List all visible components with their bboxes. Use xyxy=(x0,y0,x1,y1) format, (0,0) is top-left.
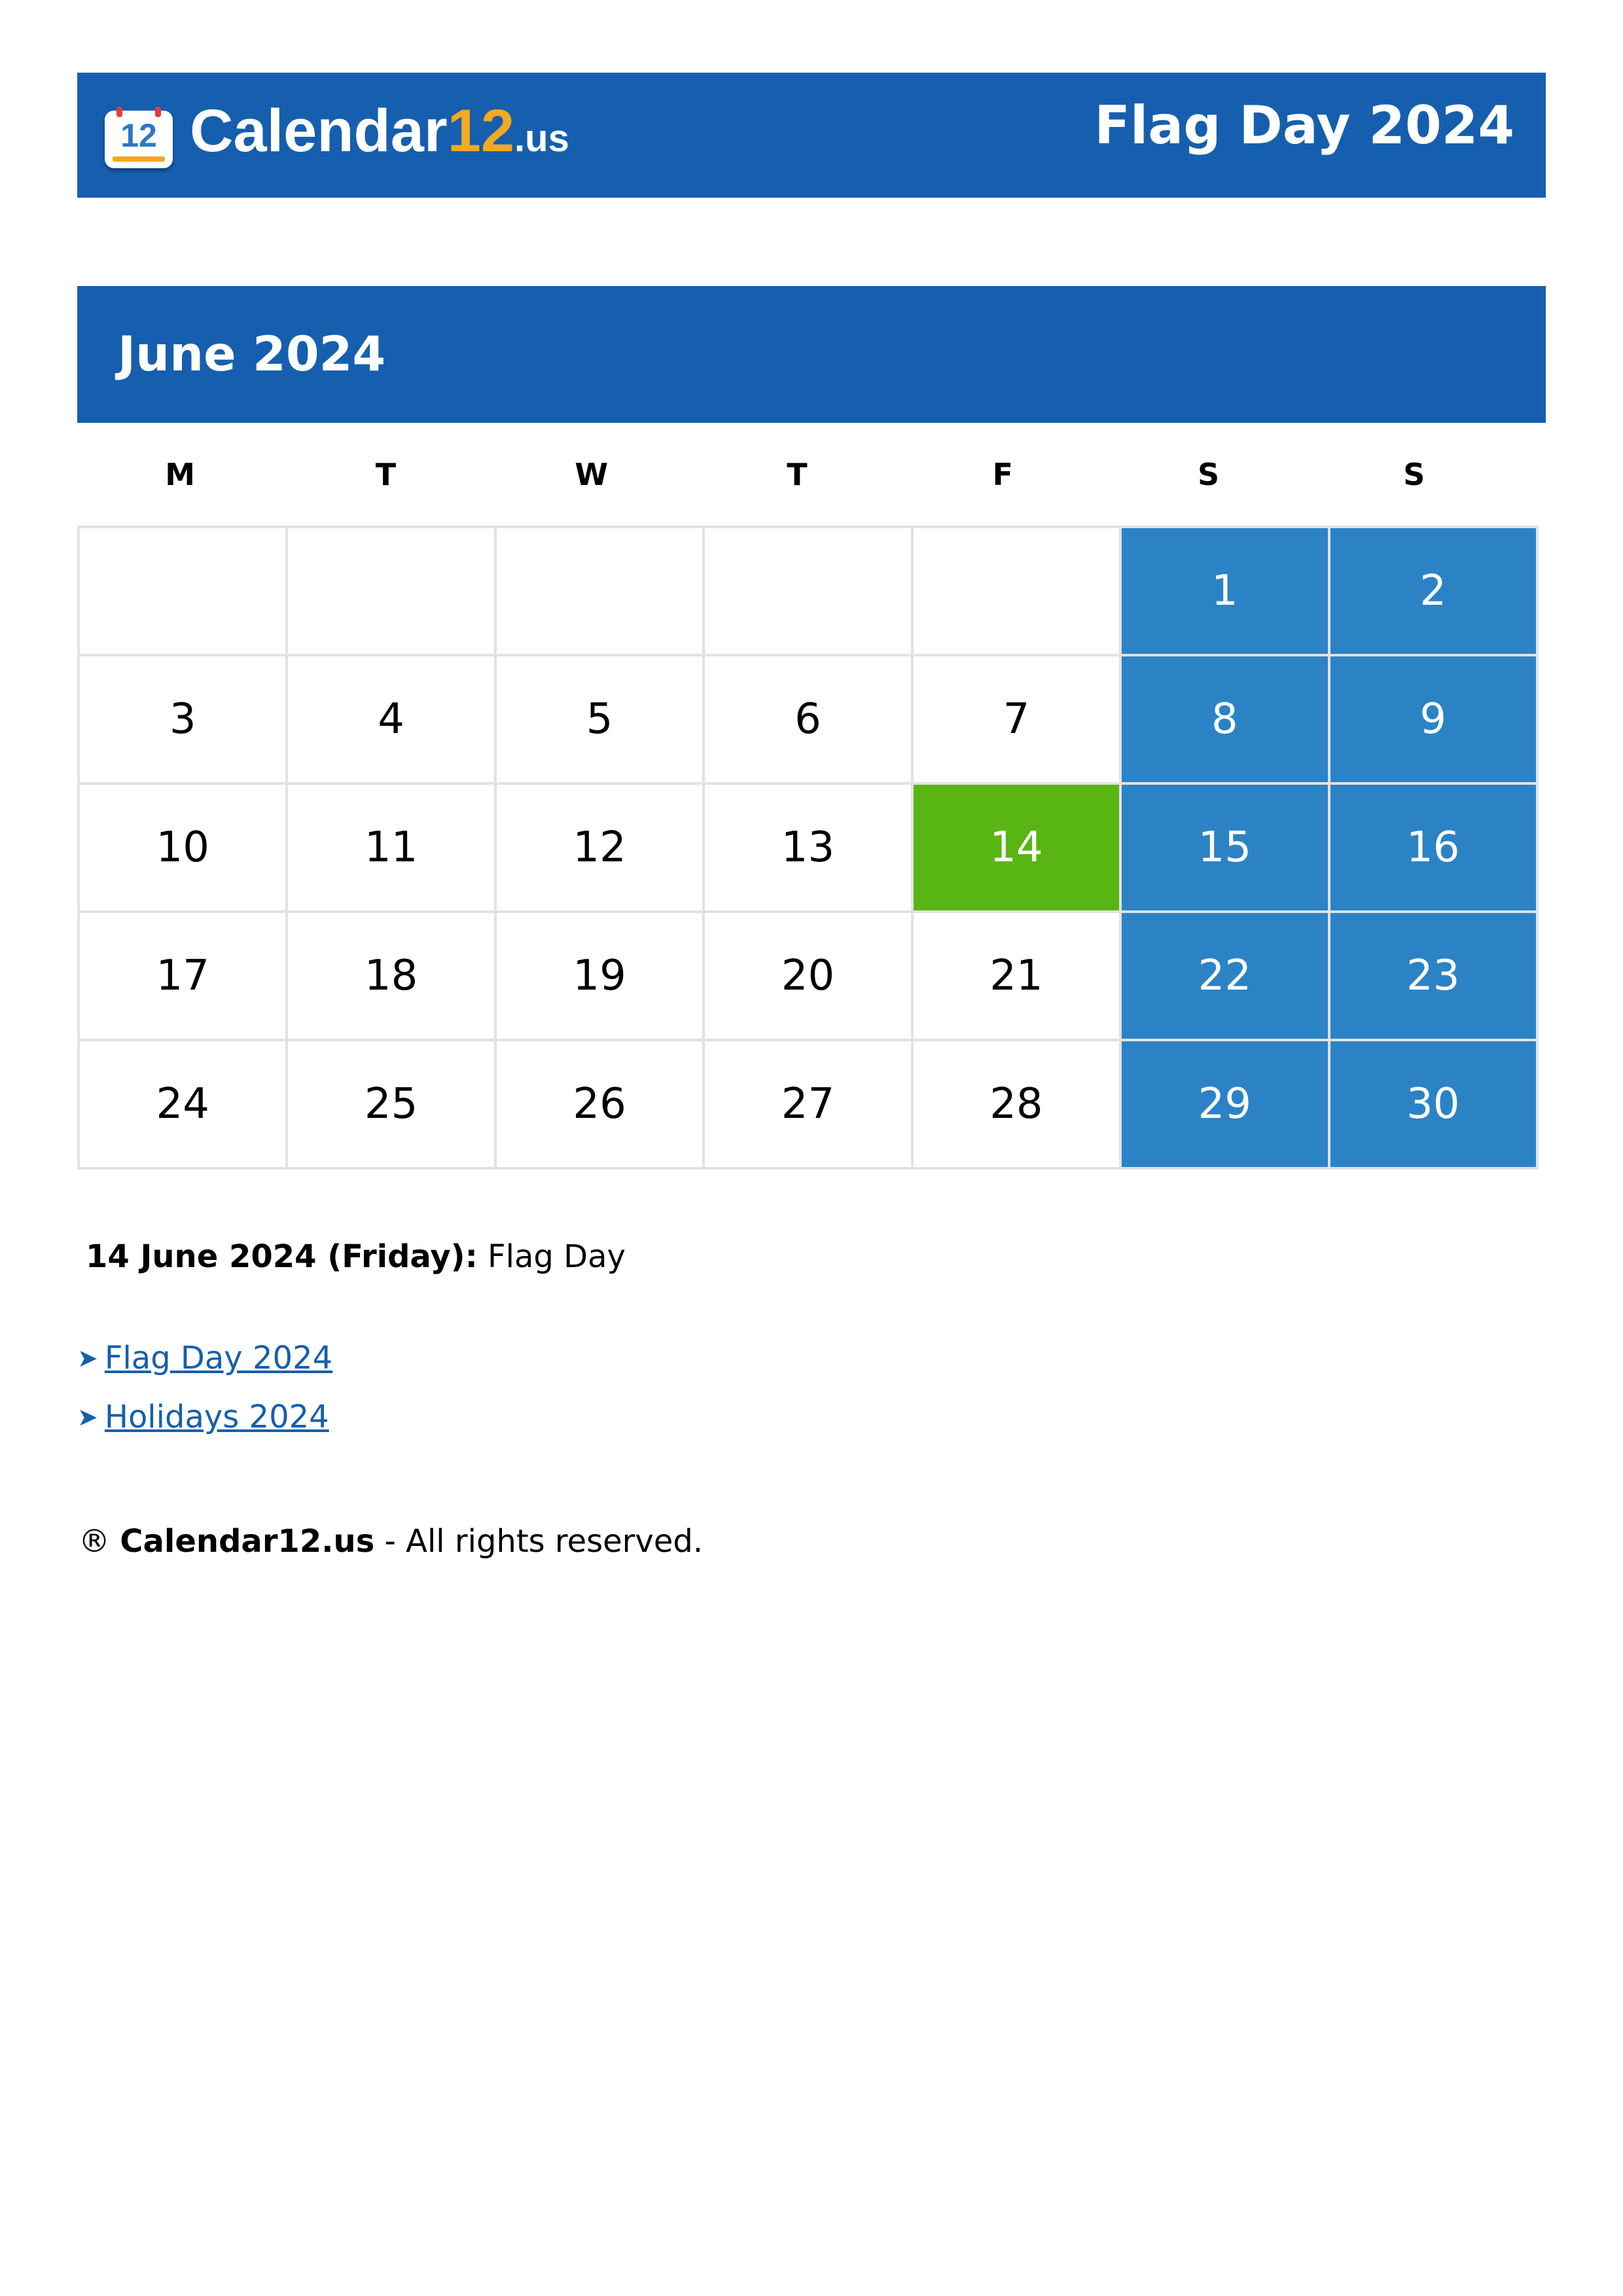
weekday-header-row xyxy=(77,445,1517,504)
day-cell-weekend: 29 xyxy=(1122,1041,1330,1170)
day-cell: 13 xyxy=(705,785,913,913)
footer-text: - All rights reserved. xyxy=(384,1523,704,1560)
holiday-note xyxy=(86,1230,626,1283)
logo-badge-bar xyxy=(113,156,165,162)
holiday-name: Flag Day xyxy=(488,1238,626,1275)
day-cell: 7 xyxy=(914,656,1122,785)
day-cell: 17 xyxy=(80,913,288,1041)
link-item xyxy=(77,1388,332,1446)
weekday-label: T xyxy=(787,457,808,492)
day-cell: 4 xyxy=(288,656,496,785)
logo-ring-left xyxy=(116,107,122,117)
month-header xyxy=(77,286,1546,423)
weekday-label: S xyxy=(1403,457,1425,492)
day-cell-weekend: 1 xyxy=(1122,528,1330,656)
day-cell: 10 xyxy=(80,785,288,913)
logo-ring-right xyxy=(155,107,161,117)
day-cell-weekend: 16 xyxy=(1330,785,1539,913)
day-cell: 12 xyxy=(497,785,705,913)
logo-tld: .us xyxy=(514,117,569,160)
day-cell-empty xyxy=(497,528,705,656)
day-cell-weekend: 15 xyxy=(1122,785,1330,913)
day-cell-weekend: 23 xyxy=(1330,913,1539,1041)
calendar-logo-icon xyxy=(105,111,173,168)
day-cell: 24 xyxy=(80,1041,288,1170)
month-title: June 2024 xyxy=(118,327,386,382)
day-cell-holiday: 14 xyxy=(914,785,1122,913)
weekday-label: S xyxy=(1197,457,1220,492)
day-cell: 26 xyxy=(497,1041,705,1170)
day-cell: 11 xyxy=(288,785,496,913)
day-cell: 19 xyxy=(497,913,705,1041)
arrow-right-icon: ➤ xyxy=(77,1344,98,1372)
logo-name: Calendar xyxy=(190,97,448,164)
holidays-link[interactable]: Holidays 2024 xyxy=(104,1399,329,1435)
logo-wordmark xyxy=(190,98,569,181)
page-header xyxy=(77,73,1546,198)
day-cell: 25 xyxy=(288,1041,496,1170)
logo-badge-number: 12 xyxy=(120,117,157,154)
weekday-label: M xyxy=(165,457,196,492)
footer-brand: Calendar12.us xyxy=(120,1523,375,1560)
calendar-grid xyxy=(77,526,1539,1170)
day-cell: 5 xyxy=(497,656,705,785)
day-cell-empty xyxy=(705,528,913,656)
weekday-label: F xyxy=(992,457,1013,492)
arrow-right-icon: ➤ xyxy=(77,1403,98,1431)
site-logo[interactable] xyxy=(105,97,569,172)
link-item xyxy=(77,1329,332,1388)
weekday-label: W xyxy=(575,457,609,492)
day-cell-weekend: 8 xyxy=(1122,656,1330,785)
day-cell: 6 xyxy=(705,656,913,785)
day-cell-empty xyxy=(80,528,288,656)
day-cell: 20 xyxy=(705,913,913,1041)
day-cell-weekend: 9 xyxy=(1330,656,1539,785)
day-cell: 18 xyxy=(288,913,496,1041)
holiday-date-label: 14 June 2024 (Friday): xyxy=(86,1238,478,1275)
day-cell-weekend: 30 xyxy=(1330,1041,1539,1170)
day-cell-weekend: 22 xyxy=(1122,913,1330,1041)
day-cell-empty xyxy=(914,528,1122,656)
day-cell: 3 xyxy=(80,656,288,785)
logo-number: 12 xyxy=(447,97,515,164)
day-cell-weekend: 2 xyxy=(1330,528,1539,656)
day-cell: 28 xyxy=(914,1041,1122,1170)
day-cell: 21 xyxy=(914,913,1122,1041)
day-cell: 27 xyxy=(705,1041,913,1170)
page-title: Flag Day 2024 xyxy=(1094,95,1514,156)
weekday-label: T xyxy=(375,457,397,492)
related-links xyxy=(77,1329,332,1446)
day-cell-empty xyxy=(288,528,496,656)
registered-symbol: ® xyxy=(79,1523,110,1560)
flag-day-link[interactable]: Flag Day 2024 xyxy=(104,1340,333,1376)
footer xyxy=(79,1515,703,1568)
